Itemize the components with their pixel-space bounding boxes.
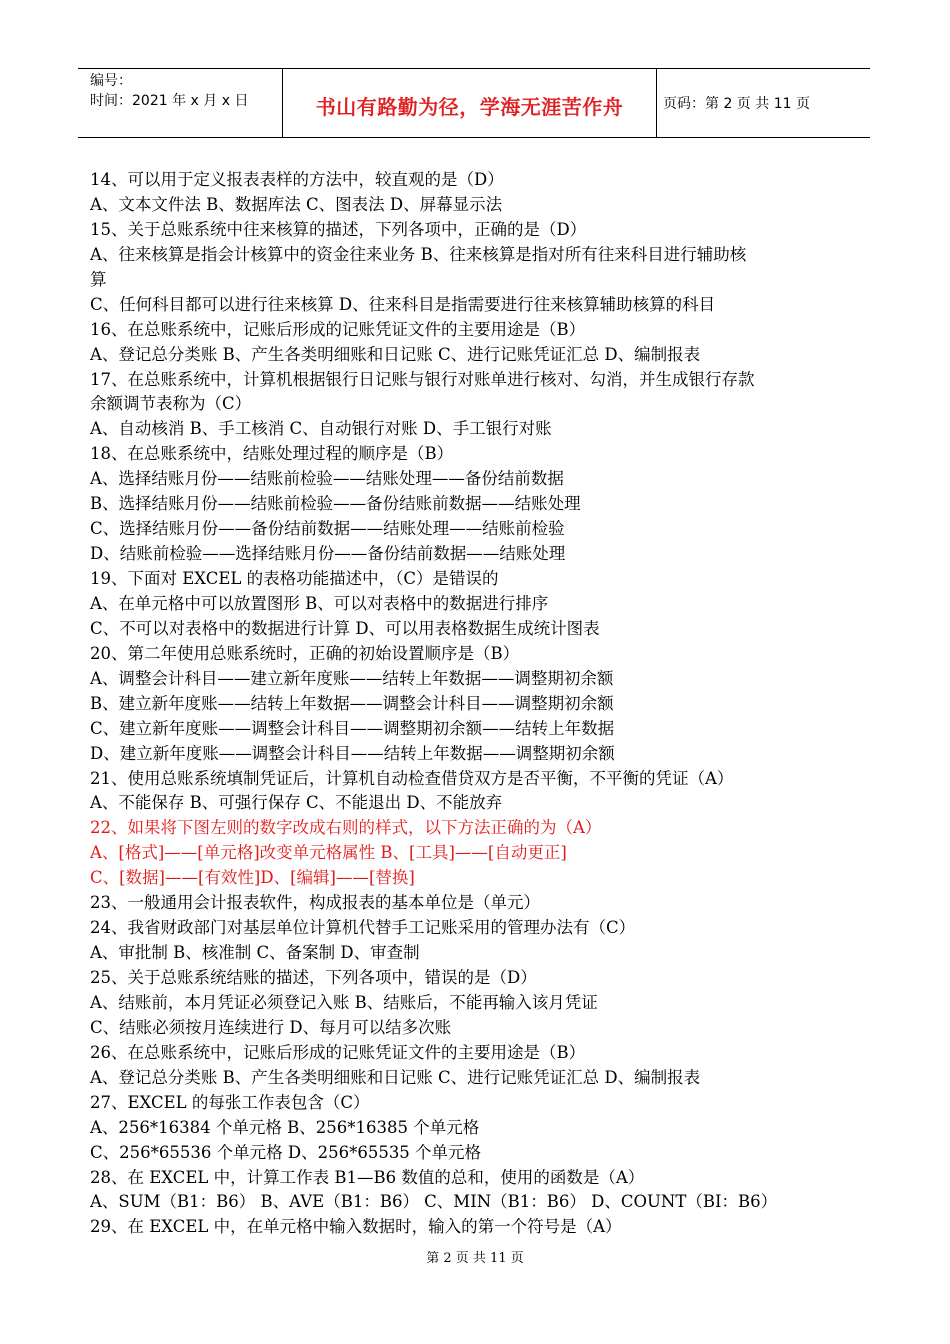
text-line: D、结账前检验——选择结账月份——备份结前数据——结账处理 — [90, 544, 566, 564]
header-page-info: 页码：第 2 页 共 11 页 — [663, 96, 810, 112]
text-line: B、建立新年度账——结转上年数据——调整会计科目——调整期初余额 — [90, 693, 614, 713]
document-body — [90, 168, 870, 1240]
text-line: C、建立新年度账——调整会计科目——调整期初余额——结转上年数据 — [90, 718, 615, 738]
highlighted-text-line: C、[数据]——[有效性]D、[编辑]——[替换] — [90, 868, 415, 888]
text-line: 16、在总账系统中，记账后形成的记账凭证文件的主要用途是（B） — [90, 319, 586, 339]
text-line: 25、关于总账系统结账的描述，下列各项中，错误的是（D） — [90, 968, 537, 987]
text-line: 14、可以用于定义报表表样的方法中，较直观的是（D） — [90, 170, 504, 189]
header-number-label: 编号： — [90, 73, 132, 89]
header-page-cell — [657, 69, 870, 137]
highlighted-text-line: 22、如果将下图左则的数字改成右则的样式，以下方法正确的为（A） — [90, 818, 602, 838]
header-motto: 书山有路勤为径，学海无涯苦作舟 — [315, 95, 624, 119]
text-line: A、在单元格中可以放置图形 B、可以对表格中的数据进行排序 — [90, 593, 549, 613]
text-line: 20、第二年使用总账系统时，正确的初始设置顺序是（B） — [90, 643, 520, 663]
text-line: 23、一般通用会计报表软件，构成报表的基本单位是（单元） — [90, 893, 540, 913]
text-line: 29、在 EXCEL 中，在单元格中输入数据时，输入的第一个符号是（A） — [90, 1217, 622, 1237]
text-line: C、结账必须按月连续进行 D、每月可以结多次账 — [90, 1017, 452, 1037]
text-line: 24、我省财政部门对基层单位计算机代替手工记账采用的管理办法有（C） — [90, 918, 636, 938]
header-left-cell — [78, 69, 283, 137]
text-line: A、结账前，本月凭证必须登记入账 B、结账后，不能再输入该月凭证 — [90, 992, 598, 1012]
text-line: A、自动核消 B、手工核消 C、自动银行对账 D、手工银行对账 — [90, 419, 552, 439]
text-line: 17、在总账系统中，计算机根据银行日记账与银行对账单进行核对、勾消，并生成银行存款 — [90, 369, 755, 389]
header-time-label: 时间：2021 年 x 月 x 日 — [90, 93, 249, 109]
text-line: C、256*65536 个单元格 D、256*65535 个单元格 — [90, 1142, 482, 1162]
text-line: C、选择结账月份——备份结前数据——结账处理——结账前检验 — [90, 519, 565, 539]
text-line: A、调整会计科目——建立新年度账——结转上年数据——调整期初余额 — [90, 668, 614, 688]
text-line: A、选择结账月份——结账前检验——结账处理——备份结前数据 — [90, 469, 564, 489]
text-line: 19、下面对 EXCEL 的表格功能描述中，（C）是错误的 — [90, 569, 499, 588]
text-line: 28、在 EXCEL 中，计算工作表 B1—B6 数值的总和，使用的函数是（A） — [90, 1167, 645, 1187]
text-line: 算 — [90, 269, 107, 289]
text-line: B、选择结账月份——结账前检验——备份结账前数据——结账处理 — [90, 494, 581, 514]
text-line: 26、在总账系统中，记账后形成的记账凭证文件的主要用途是（B） — [90, 1042, 586, 1062]
text-line: D、建立新年度账——调整会计科目——结转上年数据——调整期初余额 — [90, 743, 615, 763]
text-line: 余额调节表称为（C） — [90, 394, 252, 414]
highlighted-text-line: A、[格式]——[单元格]改变单元格属性 B、[工具]——[自动更正] — [90, 843, 567, 863]
text-line: A、往来核算是指会计核算中的资金往来业务 B、往来核算是指对所有往来科目进行辅助核 — [90, 244, 747, 264]
text-line: C、任何科目都可以进行往来核算 D、往来科目是指需要进行往来核算辅助核算的科目 — [90, 294, 716, 314]
text-line: 27、EXCEL 的每张工作表包含（C） — [90, 1092, 370, 1112]
text-line: 15、关于总账系统中往来核算的描述，下列各项中，正确的是（D） — [90, 219, 587, 239]
text-line: A、不能保存 B、可强行保存 C、不能退出 D、不能放弃 — [90, 793, 503, 813]
text-line: A、256*16384 个单元格 B、256*16385 个单元格 — [90, 1117, 480, 1137]
text-line: A、登记总分类账 B、产生各类明细账和日记账 C、进行记账凭证汇总 D、编制报表 — [90, 1067, 701, 1087]
text-line: A、审批制 B、核准制 C、备案制 D、审查制 — [90, 943, 420, 963]
header-motto-cell — [283, 69, 657, 137]
text-line: C、不可以对表格中的数据进行计算 D、可以用表格数据生成统计图表 — [90, 618, 600, 638]
text-line: 21、使用总账系统填制凭证后，计算机自动检查借贷双方是否平衡，不平衡的凭证（A） — [90, 768, 734, 788]
text-line: A、SUM（B1：B6） B、AVE（B1：B6） C、MIN（B1：B6） D、COUNT（BI：B6） — [90, 1192, 778, 1212]
text-line: A、文本文件法 B、数据库法 C、图表法 D、屏幕显示法 — [90, 194, 503, 214]
page-header — [78, 68, 870, 138]
text-line: A、登记总分类账 B、产生各类明细账和日记账 C、进行记账凭证汇总 D、编制报表 — [90, 344, 701, 364]
text-line: 18、在总账系统中，结账处理过程的顺序是（B） — [90, 444, 454, 464]
page-footer: 第 2 页 共 11 页 — [426, 1251, 524, 1266]
